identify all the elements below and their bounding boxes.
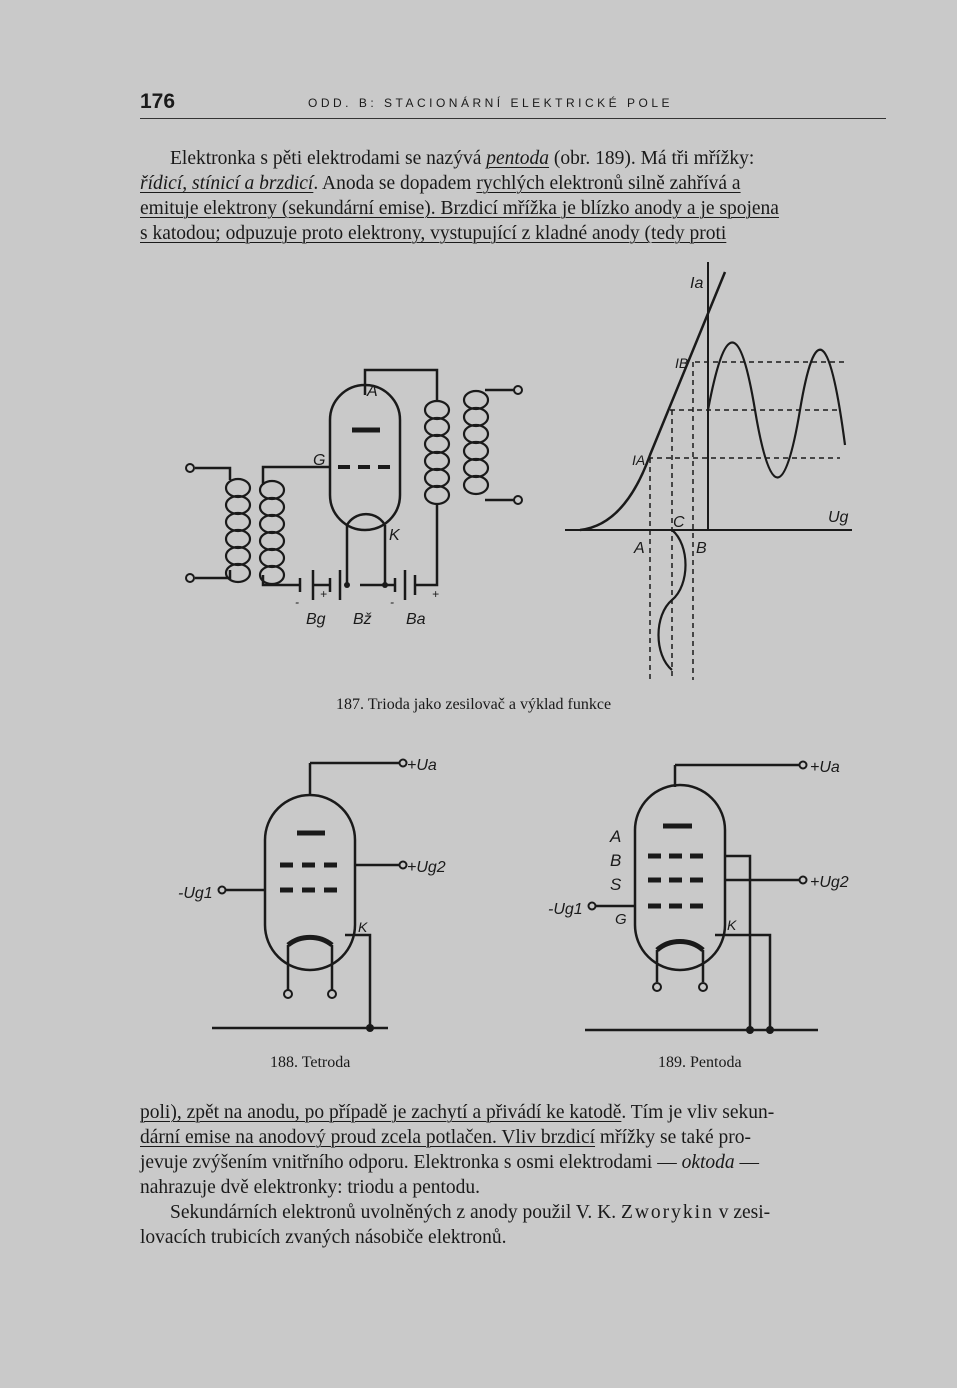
- text-line: jevuje zvýšením vnitřního odporu. Elektronka s osmi elektrodami — oktoda —: [140, 1152, 760, 1173]
- minus-label: -: [390, 595, 394, 609]
- control-grid-label: G: [615, 911, 627, 928]
- ib-label: IB: [675, 355, 689, 371]
- plus-label: +: [320, 587, 328, 601]
- text-line: dární emise na anodový proud zcela potlačen. Vliv brzdicí mřížky se také pro-: [140, 1127, 751, 1148]
- battery-ba-label: Ba: [406, 611, 426, 628]
- text-line: řídicí, stínicí a brzdicí. Anoda se dopadem rychlých elektronů silně zahřívá a: [140, 173, 741, 194]
- plus-label: +: [432, 587, 440, 601]
- suppressor-grid-label: B: [610, 851, 622, 870]
- ug2-label: +Ug2: [810, 874, 849, 891]
- text-line: s katodou; odpuzuje proto elektrony, vystupující z kladné anody (tedy proti: [140, 223, 727, 244]
- ug1-label: -Ug1: [548, 901, 583, 918]
- bottom-paragraph: [140, 1100, 888, 1250]
- figure-188-caption: 188. Tetroda: [270, 1054, 351, 1071]
- running-title: ODD. B: STACIONÁRNÍ ELEKTRICKÉ POLE: [308, 96, 673, 110]
- text-line: Elektronka s pěti elektrodami se nazývá pentoda (obr. 189). Má tři mřížky:: [170, 148, 755, 169]
- cathode-label: K: [727, 917, 737, 933]
- text-line: Sekundárních elektronů uvolněných z anody použil V. K. Zworykin v zesi-: [170, 1202, 771, 1223]
- ia-axis-label: Ia: [690, 275, 704, 292]
- anode-label: A: [367, 383, 378, 400]
- point-b-label: B: [696, 540, 707, 557]
- battery-bz-label: Bž: [353, 611, 372, 628]
- cathode-label: K: [358, 919, 368, 935]
- page-number: 176: [140, 90, 176, 113]
- figure-189-caption: 189. Pentoda: [658, 1054, 742, 1071]
- point-c-label: C: [673, 514, 685, 531]
- ua-label: +Ua: [407, 757, 437, 774]
- anode-label: A: [610, 827, 622, 846]
- ua-label: +Ua: [810, 759, 840, 776]
- text-line: lovacích trubicích zvaných násobiče elektronů.: [140, 1227, 507, 1248]
- minus-label: -: [295, 595, 299, 609]
- text-line: poli), zpět na anodu, po případě je zachytí a přivádí ke katodě. Tím je vliv sekun-: [140, 1102, 775, 1123]
- point-a-label: A: [634, 540, 645, 557]
- ug1-label: -Ug1: [178, 885, 213, 902]
- text-line: nahrazuje dvě elektronky: triodu a pentodu.: [140, 1177, 481, 1198]
- cathode-label: K: [389, 527, 400, 544]
- ia2-label: IA: [632, 452, 646, 468]
- text-line: emituje elektrony (sekundární emise). Brzdicí mřížka je blízko anody a je spojena: [140, 198, 779, 219]
- grid-label: G: [313, 452, 326, 469]
- screen-grid-label: S: [610, 875, 622, 894]
- ug-axis-label: Ug: [828, 509, 849, 526]
- battery-bg-label: Bg: [306, 611, 326, 628]
- ug2-label: +Ug2: [407, 859, 446, 876]
- figure-187-caption: 187. Trioda jako zesilovač a výklad funkce: [336, 696, 612, 713]
